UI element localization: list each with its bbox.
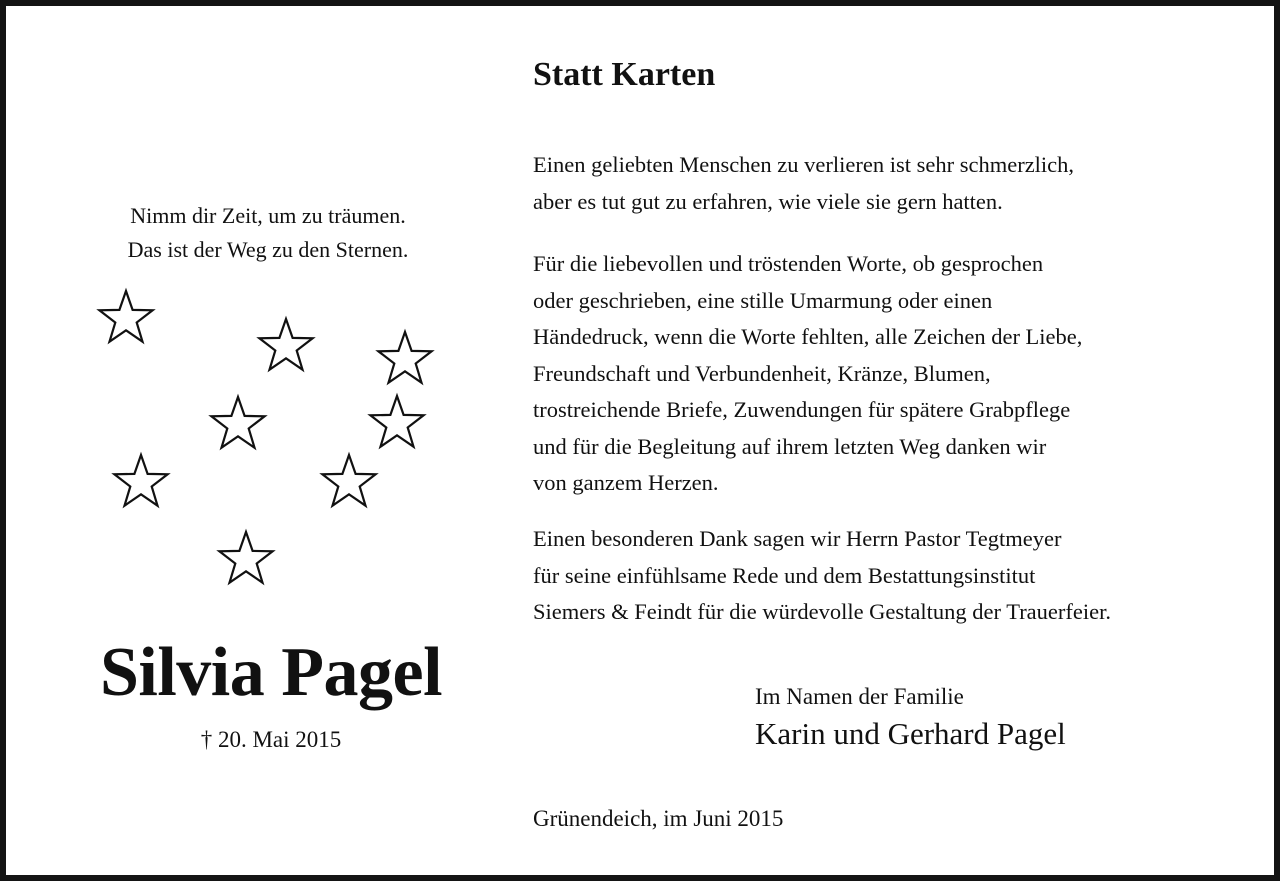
star-icon (259, 319, 312, 370)
text-line: trostreichende Briefe, Zuwendungen für spätere Grabpflege (533, 397, 1071, 422)
paragraph-3 (533, 521, 1111, 631)
signature-names: Karin und Gerhard Pagel (755, 716, 1066, 751)
signature-intro: Im Namen der Familie (755, 684, 964, 709)
text-line: von ganzem Herzen. (533, 470, 719, 495)
stars-decoration (6, 276, 536, 606)
place-date: Grünendeich, im Juni 2015 (533, 806, 784, 831)
star-icon (378, 332, 431, 383)
star-icon (211, 397, 264, 448)
left-column (6, 6, 536, 887)
text-line: Freundschaft und Verbundenheit, Kränze, Blumen, (533, 360, 991, 386)
star-icon (370, 396, 423, 447)
star-icon (219, 532, 272, 583)
star-icon (114, 455, 167, 506)
quote-line-1: Nimm dir Zeit, um zu träumen. (130, 203, 406, 228)
star-icon (322, 455, 375, 506)
deceased-name: Silvia Pagel (99, 634, 443, 711)
text-line: und für die Begleitung auf ihrem letzten Weg danken wir (533, 433, 1047, 459)
star-icon (99, 291, 152, 342)
quote-line-2: Das ist der Weg zu den Sternen. (127, 237, 409, 262)
text-line: Einen besonderen Dank sagen wir Herrn Pastor Tegtmeyer (533, 526, 1062, 551)
text-line: Einen geliebten Menschen zu verlieren ist sehr schmerzlich, (533, 152, 1075, 177)
paragraph-2 (533, 246, 1082, 502)
death-date: † 20. Mai 2015 (200, 727, 342, 752)
text-line: aber es tut gut zu erfahren, wie viele sie gern hatten. (533, 188, 1003, 214)
text-line: Siemers & Feindt für die würdevolle Gestaltung der Trauerfeier. (533, 599, 1111, 624)
paragraph-1 (533, 147, 1074, 220)
text-line: Händedruck, wenn die Worte fehlten, alle Zeichen der Liebe, (533, 324, 1083, 349)
text-line: Für die liebevollen und tröstenden Worte, ob gesprochen (533, 251, 1044, 276)
text-line: für seine einfühlsame Rede und dem Bestattungsinstitut (533, 562, 1036, 588)
quote (68, 199, 468, 267)
notice-heading: Statt Karten (533, 56, 716, 93)
text-line: oder geschrieben, eine stille Umarmung oder einen (533, 287, 993, 313)
